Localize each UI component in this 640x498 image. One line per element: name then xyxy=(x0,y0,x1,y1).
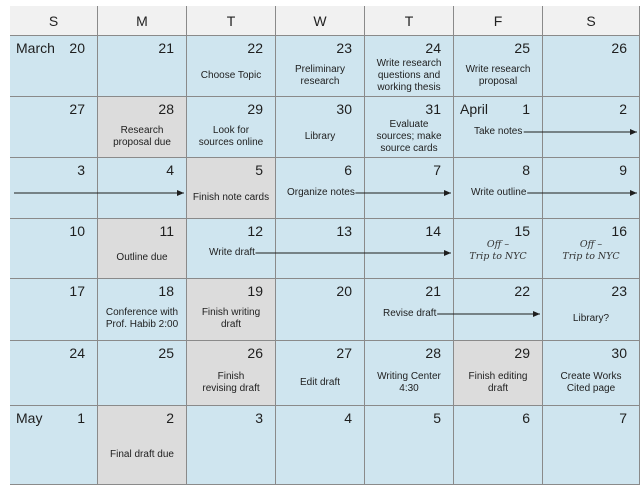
day-number: 23 xyxy=(336,40,352,56)
event-text: Write research questions and working thesis xyxy=(376,58,442,93)
day-number: 20 xyxy=(69,40,85,56)
day-cell[interactable] xyxy=(543,279,640,341)
task-label: Write draft xyxy=(209,247,255,258)
day-number: 11 xyxy=(159,223,174,239)
handwritten-note: Off – Trip to NYC xyxy=(562,239,620,262)
event-text: Library xyxy=(304,131,336,142)
day-cell[interactable] xyxy=(98,36,187,97)
day-number: 2 xyxy=(619,101,627,117)
day-cell[interactable] xyxy=(187,406,276,485)
weekday-header-mon: M xyxy=(98,6,187,36)
day-cell[interactable] xyxy=(187,341,276,406)
event-text: Choose Topic xyxy=(200,70,262,81)
day-number: 3 xyxy=(77,162,85,178)
day-number: 24 xyxy=(425,40,441,56)
day-cell[interactable] xyxy=(365,36,454,97)
day-number: 1 xyxy=(77,410,85,426)
day-number: 30 xyxy=(336,101,352,117)
day-number: 6 xyxy=(344,162,352,178)
event-text: Outline due xyxy=(116,252,168,263)
day-cell[interactable] xyxy=(276,219,365,279)
event-text: Finish revising draft xyxy=(202,371,260,394)
event-text: Library? xyxy=(572,313,610,324)
day-number: 13 xyxy=(336,223,352,239)
day-cell[interactable] xyxy=(276,279,365,341)
event-text: Evaluate sources; make source cards xyxy=(376,119,442,154)
day-cell[interactable] xyxy=(187,36,276,97)
day-number: 14 xyxy=(425,223,441,239)
event-text: Write research proposal xyxy=(465,64,531,87)
day-number: 21 xyxy=(425,283,441,299)
event-text: Finish writing draft xyxy=(201,307,261,330)
day-cell[interactable] xyxy=(543,97,640,158)
event-text: Finish editing draft xyxy=(468,371,528,394)
day-number: 5 xyxy=(433,410,441,426)
day-number: 25 xyxy=(514,40,530,56)
day-number: 29 xyxy=(514,345,530,361)
weekday-header-sat: S xyxy=(543,6,640,36)
weekday-header-fri: F xyxy=(454,6,543,36)
day-number: 24 xyxy=(69,345,85,361)
day-number: 16 xyxy=(611,223,627,239)
day-number: 7 xyxy=(433,162,441,178)
day-cell[interactable] xyxy=(454,341,543,406)
day-cell[interactable] xyxy=(98,341,187,406)
month-label: April xyxy=(460,101,489,117)
day-number: 27 xyxy=(69,101,85,117)
day-cell[interactable] xyxy=(543,158,640,219)
day-number: 19 xyxy=(247,283,263,299)
day-cell[interactable] xyxy=(10,406,98,485)
day-number: 6 xyxy=(522,410,530,426)
event-text: Edit draft xyxy=(299,377,341,388)
day-cell[interactable] xyxy=(98,97,187,158)
day-number: 10 xyxy=(69,223,85,239)
weekday-header-wed: W xyxy=(276,6,365,36)
day-number: 17 xyxy=(69,283,85,299)
task-label: Take notes xyxy=(474,126,523,137)
day-number: 28 xyxy=(425,345,441,361)
day-number: 26 xyxy=(247,345,263,361)
handwritten-note: Off – Trip to NYC xyxy=(469,239,527,262)
day-cell[interactable] xyxy=(10,341,98,406)
day-cell[interactable] xyxy=(454,36,543,97)
weekday-header-thu: T xyxy=(365,6,454,36)
day-cell[interactable] xyxy=(454,406,543,485)
day-number: 1 xyxy=(522,101,530,117)
day-cell[interactable] xyxy=(10,158,98,219)
day-cell[interactable] xyxy=(543,36,640,97)
day-cell[interactable] xyxy=(365,406,454,485)
day-cell[interactable] xyxy=(543,341,640,406)
day-number: 28 xyxy=(158,101,174,117)
day-number: 8 xyxy=(522,162,530,178)
event-text: Preliminary research xyxy=(294,64,345,87)
task-label: Write outline xyxy=(471,187,527,198)
day-number: 4 xyxy=(166,162,174,178)
event-text: Final draft due xyxy=(110,449,174,460)
day-cell[interactable] xyxy=(365,219,454,279)
calendar-grid xyxy=(10,6,640,485)
day-cell[interactable] xyxy=(454,279,543,341)
day-cell[interactable] xyxy=(10,36,98,97)
day-number: 20 xyxy=(336,283,352,299)
day-cell[interactable] xyxy=(10,219,98,279)
day-cell[interactable] xyxy=(454,219,543,279)
month-label: March xyxy=(16,40,55,56)
day-number: 12 xyxy=(247,223,263,239)
day-number: 27 xyxy=(336,345,352,361)
day-cell[interactable] xyxy=(10,279,98,341)
day-cell[interactable] xyxy=(98,406,187,485)
day-number: 18 xyxy=(158,283,174,299)
day-cell[interactable] xyxy=(10,97,98,158)
day-number: 31 xyxy=(425,101,441,117)
day-cell[interactable] xyxy=(98,279,187,341)
day-cell[interactable] xyxy=(98,158,187,219)
day-cell[interactable] xyxy=(187,158,276,219)
task-label: Revise draft xyxy=(383,308,437,319)
day-number: 2 xyxy=(166,410,174,426)
event-text: Create Works Cited page xyxy=(560,371,622,394)
day-number: 29 xyxy=(247,101,263,117)
day-number: 5 xyxy=(255,162,263,178)
day-cell[interactable] xyxy=(543,219,640,279)
day-number: 22 xyxy=(247,40,263,56)
day-number: 9 xyxy=(619,162,627,178)
day-cell[interactable] xyxy=(276,341,365,406)
month-label: May xyxy=(16,410,43,426)
day-cell[interactable] xyxy=(276,36,365,97)
weekday-header-tue: T xyxy=(187,6,276,36)
day-cell[interactable] xyxy=(276,406,365,485)
day-number: 23 xyxy=(611,283,627,299)
event-text: Conference with Prof. Habib 2:00 xyxy=(105,307,179,330)
day-number: 26 xyxy=(611,40,627,56)
day-cell[interactable] xyxy=(365,341,454,406)
day-number: 15 xyxy=(514,223,530,239)
day-number: 7 xyxy=(619,410,627,426)
event-text: Research proposal due xyxy=(113,125,171,148)
day-number: 3 xyxy=(255,410,263,426)
day-cell[interactable] xyxy=(276,97,365,158)
event-text: Finish note cards xyxy=(192,192,270,203)
day-cell[interactable] xyxy=(365,158,454,219)
weekday-header-sun: S xyxy=(10,6,98,36)
day-number: 25 xyxy=(158,345,174,361)
day-number: 21 xyxy=(158,40,174,56)
day-number: 30 xyxy=(611,345,627,361)
task-label: Organize notes xyxy=(287,187,355,198)
day-number: 4 xyxy=(344,410,352,426)
day-cell[interactable] xyxy=(187,279,276,341)
day-cell[interactable] xyxy=(187,97,276,158)
event-text: Writing Center 4:30 xyxy=(377,371,441,394)
day-cell[interactable] xyxy=(543,406,640,485)
day-number: 22 xyxy=(514,283,530,299)
event-text: Look for sources online xyxy=(198,125,264,148)
day-cell[interactable] xyxy=(98,219,187,279)
day-cell[interactable] xyxy=(365,97,454,158)
